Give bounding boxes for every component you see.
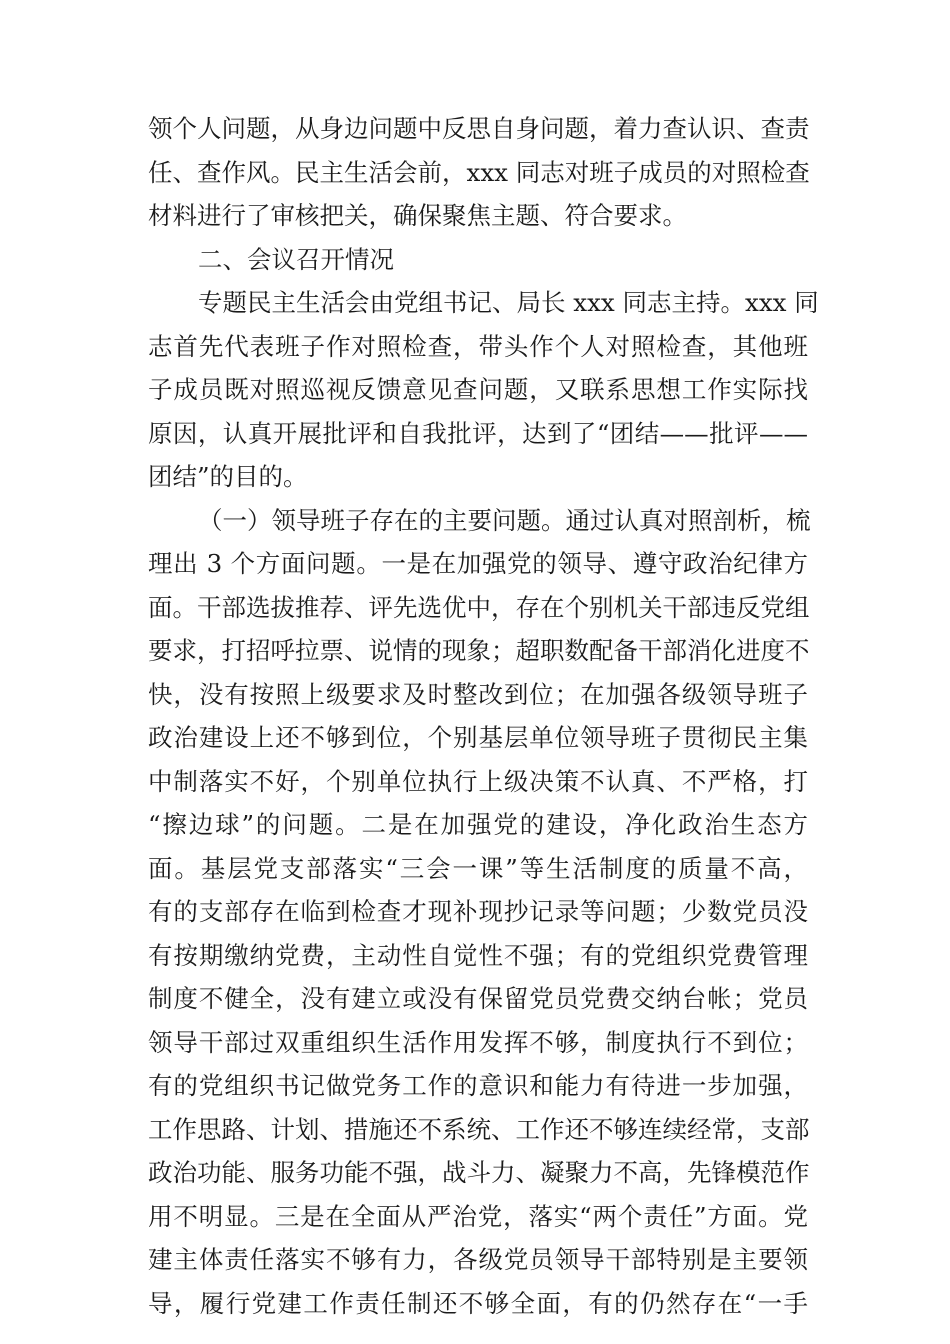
- text-line: 建主体责任落实不够有力，各级党员领导干部特别是主要领: [148, 1245, 808, 1274]
- text-line: 志首先代表班子作对照检查，带头作个人对照检查，其他班: [148, 332, 808, 361]
- text-line: 面。基层党支部落实“三会一课”等生活制度的质量不高，: [148, 854, 808, 883]
- text-line: 专题民主生活会由党组书记、局长 xxx 同志主持。xxx 同: [198, 288, 819, 317]
- text-line: 政治建设上还不够到位，个别基层单位领导班子贯彻民主集: [148, 723, 808, 752]
- text-line: 有按期缴纳党费，主动性自觉性不强；有的党组织党费管理: [148, 941, 808, 970]
- text-line: 原因，认真开展批评和自我批评，达到了“团结——批评——: [148, 419, 808, 448]
- text-line: 团结”的目的。: [148, 462, 308, 491]
- text-line: 理出 3 个方面问题。一是在加强党的领导、遵守政治纪律方: [148, 549, 808, 578]
- text-line: 中制落实不好，个别单位执行上级决策不认真、不严格，打: [148, 767, 808, 796]
- text-line: （一）领导班子存在的主要问题。通过认真对照剖析，梳: [198, 506, 811, 535]
- text-line: 面。干部选拔推荐、评先选优中，存在个别机关干部违反党组: [148, 593, 810, 622]
- text-line: 领个人问题，从身边问题中反思自身问题，着力查认识、查责: [148, 114, 810, 143]
- text-line: 制度不健全，没有建立或没有保留党员党费交纳台帐；党员: [148, 984, 808, 1013]
- text-line: 子成员既对照巡视反馈意见查问题，又联系思想工作实际找: [148, 375, 808, 404]
- text-line: 有的支部存在临到检查才现补现抄记录等问题；少数党员没: [148, 897, 808, 926]
- text-line: 材料进行了审核把关，确保聚焦主题、符合要求。: [148, 201, 687, 230]
- text-line: 任、查作风。民主生活会前，xxx 同志对班子成员的对照检查: [148, 158, 810, 187]
- text-line: 要求，打招呼拉票、说情的现象；超职数配备干部消化进度不: [148, 636, 810, 665]
- text-line: 工作思路、计划、措施还不系统、工作还不够连续经常，支部: [148, 1115, 810, 1144]
- text-line: 导，履行党建工作责任制还不够全面，有的仍然存在“一手: [148, 1289, 808, 1318]
- text-line: 快，没有按照上级要求及时整改到位；在加强各级领导班子: [148, 680, 808, 709]
- text-line: 有的党组织书记做党务工作的意识和能力有待进一步加强，: [148, 1071, 808, 1100]
- section-heading: 二、会议召开情况: [198, 245, 394, 274]
- text-line: 领导干部过双重组织生活作用发挥不够，制度执行不到位；: [148, 1028, 808, 1057]
- text-line: 用不明显。三是在全面从严治党，落实“两个责任”方面。党: [148, 1202, 808, 1231]
- text-line: 政治功能、服务功能不强，战斗力、凝聚力不高，先锋模范作: [148, 1158, 810, 1187]
- text-line: “擦边球”的问题。二是在加强党的建设，净化政治生态方: [148, 810, 808, 839]
